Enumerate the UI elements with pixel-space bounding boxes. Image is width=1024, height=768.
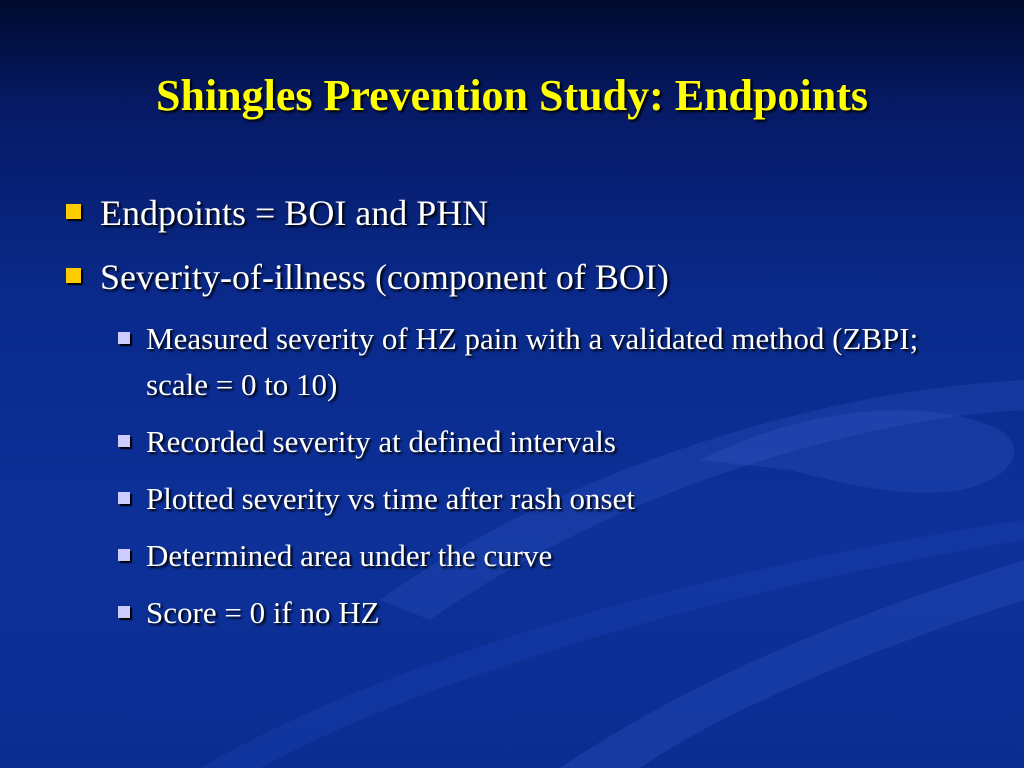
- square-sub-bullet-icon: [118, 606, 130, 618]
- sub-bullet-item: [116, 590, 982, 636]
- bullet-text: Severity-of-illness (component of BOI): [100, 257, 669, 297]
- sub-bullet-text: Plotted severity vs time after rash onset: [146, 481, 635, 516]
- sub-bullet-item: [116, 419, 982, 465]
- sub-bullet-item: [116, 533, 982, 579]
- square-bullet-icon: [66, 268, 81, 283]
- slide-title: Shingles Prevention Study: Endpoints: [156, 71, 868, 120]
- sub-bullet-item: [116, 316, 982, 408]
- bullet-item: [62, 252, 982, 302]
- bullet-text: Endpoints = BOI and PHN: [100, 193, 489, 233]
- square-bullet-icon: [66, 204, 81, 219]
- bullet-item: [62, 188, 982, 238]
- bullet-list: [62, 188, 982, 647]
- square-sub-bullet-icon: [118, 435, 130, 447]
- square-sub-bullet-icon: [118, 332, 130, 344]
- square-sub-bullet-icon: [118, 492, 130, 504]
- square-sub-bullet-icon: [118, 549, 130, 561]
- sub-bullet-text: Score = 0 if no HZ: [146, 595, 380, 630]
- sub-bullet-text: Recorded severity at defined intervals: [146, 424, 616, 459]
- sub-bullet-item: [116, 476, 982, 522]
- sub-bullet-text: Measured severity of HZ pain with a validated method (ZBPI; scale = 0 to 10): [146, 321, 919, 402]
- sub-bullet-text: Determined area under the curve: [146, 538, 553, 573]
